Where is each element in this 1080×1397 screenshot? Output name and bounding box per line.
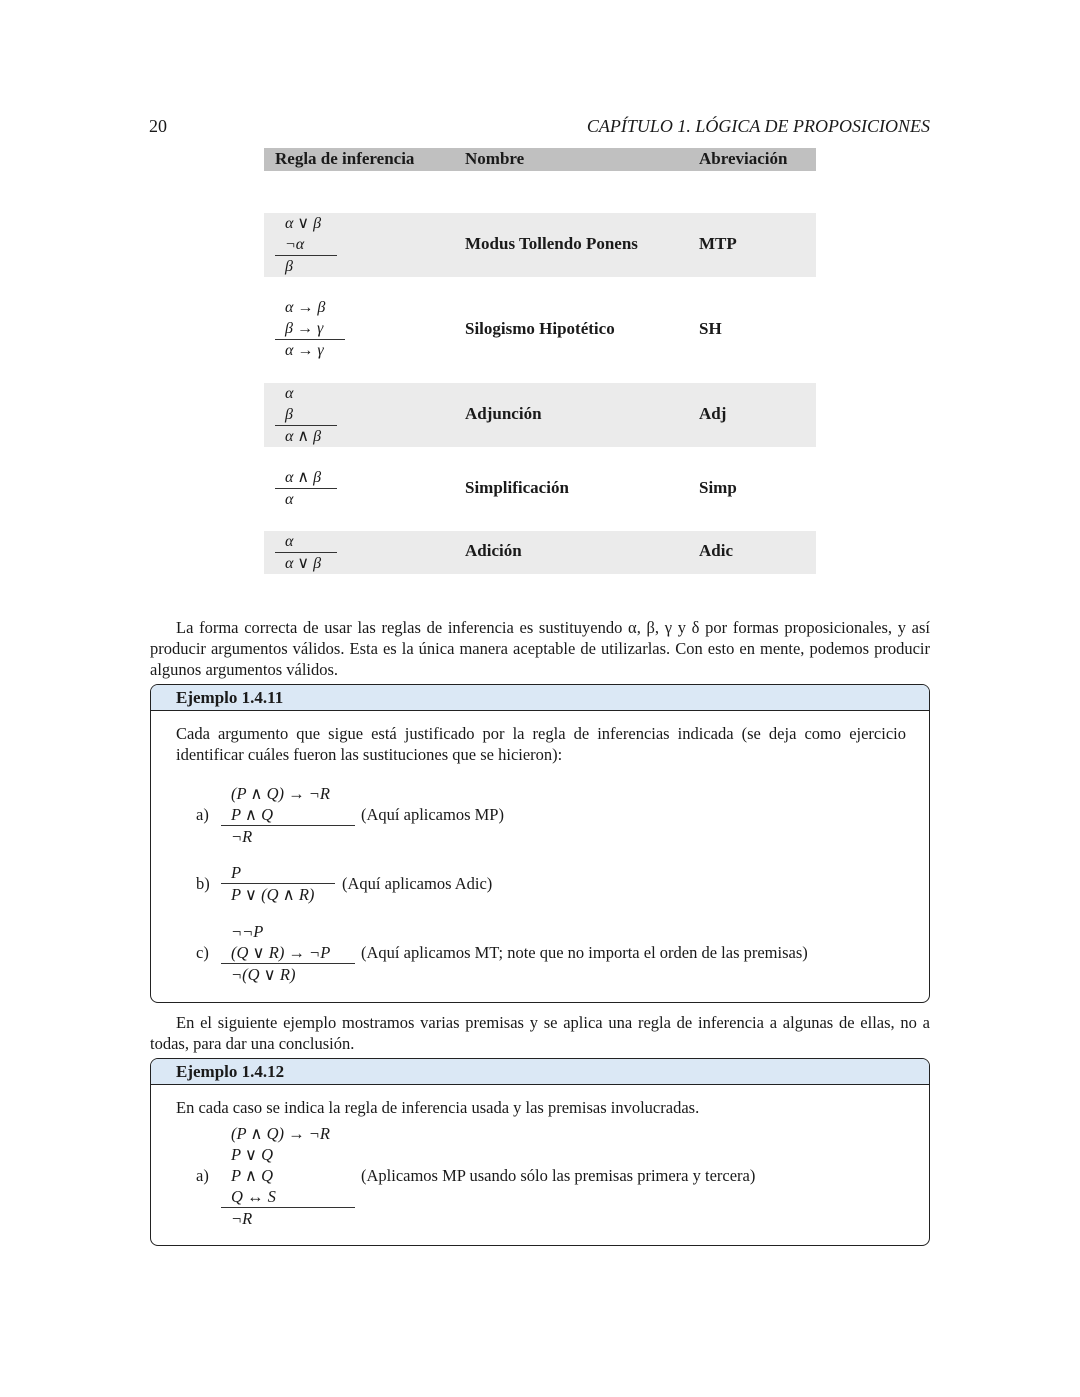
premise: β <box>285 406 293 423</box>
table-row <box>264 213 816 277</box>
rule-abbr: Adic <box>699 541 733 560</box>
table-row <box>264 383 816 447</box>
conclusion: α ∧ β <box>275 425 337 447</box>
rule-name: Adición <box>465 541 522 560</box>
rule-name: Silogismo Hipotético <box>465 319 615 338</box>
running-title: CAPÍTULO 1. LÓGICA DE PROPOSICIONES <box>586 116 930 136</box>
body-paragraph <box>150 1012 930 1054</box>
argument-stack <box>221 1123 355 1229</box>
premise: α ∧ β <box>285 469 322 486</box>
premise: ¬α <box>285 236 305 253</box>
page-number: 20 <box>149 116 167 136</box>
rule-name: Adjunción <box>465 404 542 423</box>
table-row <box>264 531 816 574</box>
conclusion: β <box>275 255 337 277</box>
example-intro: Cada argumento que sigue está justificado por la regla de inferencias indicada (se deja como ejercicio identificar cuáles fueron las sustituciones que se hicieron): <box>176 724 906 764</box>
conclusion: α ∨ β <box>275 552 337 574</box>
example-intro: En cada caso se indica la regla de inferencia usada y las premisas involucradas. <box>176 1098 700 1117</box>
rule-schema <box>275 467 337 510</box>
rule-abbr: MTP <box>699 234 737 253</box>
conclusion: ¬(Q ∨ R) <box>221 963 355 985</box>
column-header-name: Nombre <box>465 149 525 168</box>
argument-stack <box>221 783 355 847</box>
example-title: Ejemplo 1.4.12 <box>151 1059 929 1085</box>
rule-schema <box>275 297 345 361</box>
premise: α → β <box>285 299 326 316</box>
example-box <box>150 1058 930 1246</box>
rule-schema <box>275 213 337 277</box>
rule-schema <box>275 531 337 574</box>
conclusion: ¬R <box>221 1207 355 1229</box>
table-row <box>264 277 816 383</box>
table-header <box>264 148 816 171</box>
rule-schema <box>275 383 337 447</box>
conclusion: ¬R <box>221 825 355 847</box>
premise: α <box>285 533 294 550</box>
argument-note: (Aquí aplicamos MP) <box>361 805 504 824</box>
argument-note: (Aquí aplicamos Adic) <box>342 874 493 893</box>
conclusion: α <box>275 488 337 510</box>
premise: α ∨ β <box>285 215 322 232</box>
item-label: a) <box>196 1166 209 1185</box>
paragraph-text: En el siguiente ejemplo mostramos varias premisas y se aplica una regla de inferencia a algunas de ellas, no a todas, para dar una conclusión. <box>150 1013 930 1053</box>
body-paragraph <box>150 617 930 680</box>
item-label: c) <box>196 943 209 962</box>
premise: P <box>231 863 242 882</box>
premise: P ∨ Q <box>231 1145 274 1164</box>
premise: Q ↔ S <box>231 1187 276 1206</box>
table-row <box>264 447 816 531</box>
rule-abbr: SH <box>699 319 722 338</box>
premise: (Q ∨ R) → ¬P <box>231 943 331 962</box>
premise: (P ∧ Q) → ¬R <box>231 784 330 803</box>
argument-stack <box>221 862 335 905</box>
premise: (P ∧ Q) → ¬R <box>231 1124 330 1143</box>
conclusion: α → γ <box>275 339 345 361</box>
premise: P ∧ Q <box>231 805 274 824</box>
argument-stack <box>221 921 355 985</box>
column-header-rule: Regla de inferencia <box>275 149 415 168</box>
paragraph-text: La forma correcta de usar las reglas de inferencia es sustituyendo α, β, γ y δ por formas proposicionales, y así producir argumentos válidos. Esta es la única manera aceptable de utilizarlas. Con esto en mente, podemos producir algunos argumentos válidos. <box>150 618 930 679</box>
rule-abbr: Simp <box>699 478 737 497</box>
rule-name: Simplificación <box>465 478 569 497</box>
rule-name: Modus Tollendo Ponens <box>465 234 638 253</box>
premise: α <box>285 385 294 402</box>
premise: β → γ <box>285 320 324 337</box>
argument-note: (Aplicamos MP usando sólo las premisas primera y tercera) <box>361 1166 756 1185</box>
rule-abbr: Adj <box>699 404 727 423</box>
column-header-abbr: Abreviación <box>699 149 788 168</box>
item-label: a) <box>196 805 209 824</box>
premise: ¬¬P <box>231 922 264 941</box>
item-label: b) <box>196 874 210 893</box>
inference-rules-table <box>264 148 816 574</box>
example-box <box>150 684 930 1003</box>
premise: P ∧ Q <box>231 1166 274 1185</box>
argument-note: (Aquí aplicamos MT; note que no importa el orden de las premisas) <box>361 943 808 962</box>
example-title: Ejemplo 1.4.11 <box>151 685 929 711</box>
conclusion: P ∨ (Q ∧ R) <box>221 883 335 905</box>
